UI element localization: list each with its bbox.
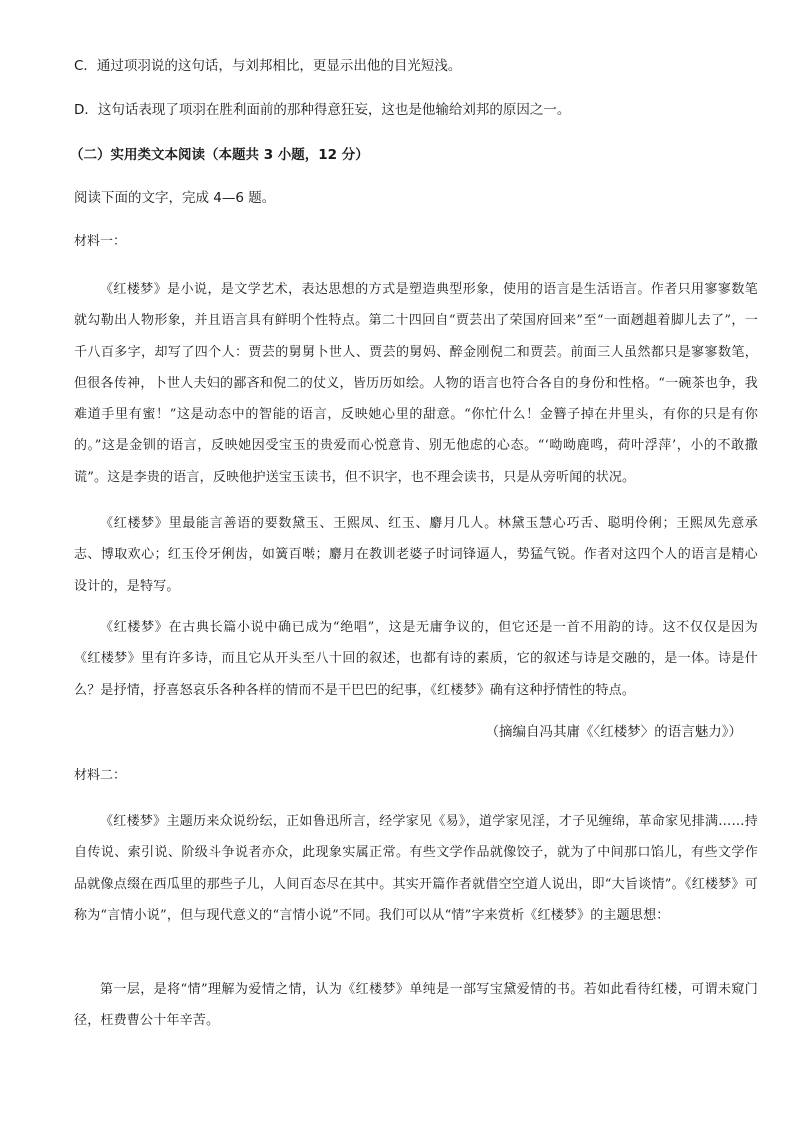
material1-paragraph-3: 《红楼梦》在古典长篇小说中确已成为“绝唱”，这是无庸争议的，但它还是一首不用韵的诗。这不仅仅是因为《红楼梦》里有许多诗，而且它从开头至八十回的叙述，也都有诗的素质，它的叙述与诗是交融的，是一体。诗是什么？是抒情，抒喜怒哀乐各种各样的情而不是干巴巴的纪事，《红楼梦》确有这种抒情性的特点。 (74, 620, 758, 698)
material1-paragraph-1: 《红楼梦》是小说，是文学艺术，表达思想的方式是塑造典型形象，使用的语言是生活语言。作者只用寥寥数笔就勾勒出人物形象，并且语言具有鲜明个性特点。第二十四回自“贾芸出了荣国府回来”至“一面趔趄着脚儿去了”，一千八百多字，却写了四个人：贾芸的舅舅卜世人、贾芸的舅妈、醉金刚倪二和贾芸。前面三人虽然都只是寥寥数笔，但很各传神，卜世人夫妇的鄙吝和倪二的仗义，皆历历如绘。人物的语言也符合各自的身份和性格。“一碗茶也争，我难道手里有蜜！”这是动态中的智能的语言，反映她心里的甜意。“你忙什么！金簪子掉在井里头，有你的只是有你的。”这是金钏的语言，反映她因受宝玉的贵爱而心悦意肯、别无他虑的心态。“‘呦呦鹿鸣，荷叶浮萍’，小的不敢撒谎”。这是李贵的语言，反映他护送宝玉读书，但不识字，也不理会读书，只是从旁听闻的状况。 (74, 282, 758, 485)
material1-label: 材料一： (74, 234, 127, 249)
material2-label: 材料二： (74, 768, 127, 783)
material1-source: （摘编自冯其庸《〈红楼梦〉的语言魅力》） (485, 724, 742, 740)
option-d: D．这句话表现了项羽在胜利面前的那种得意狂妄，这也是他输给刘邦的原因之一。 (74, 102, 571, 118)
material1-paragraph-2: 《红楼梦》里最能言善语的要数黛玉、王熙凤、红玉、麝月几人。林黛玉慧心巧舌、聪明伶俐；王熙凤先意承志、博取欢心；红玉伶牙俐齿，如簧百啭；麝月在教训老婆子时词锋逼人，势猛气锐。作者对这四个人的语言是精心设计的，是特写。 (74, 516, 758, 594)
material2-paragraph-1: 《红楼梦》主题历来众说纷纭，正如鲁迅所言，经学家见《易》，道学家见淫，才子见缠绵，革命家见排满……持自传说、索引说、阶级斗争说者亦众，此现象实属正常。有些文学作品就像饺子，就为了中间那口馅儿，有些文学作品就像点缀在西瓜里的那些子儿，人间百态尽在其中。其实开篇作者就借空空道人说出，即“大旨谈情”。《红楼梦》可称为“言情小说”，但与现代意义的“言情小说”不同。我们可以从“情”字来赏析《红楼梦》的主题思想： (74, 814, 758, 923)
material2-paragraph-2: 第一层，是将“情”理解为爱情之情，认为《红楼梦》单纯是一部写宝黛爱情的书。若如此看待红楼，可谓未窥门径，枉费曹公十年辛苦。 (74, 982, 758, 1029)
section-instruction: 阅读下面的文字，完成 4—6 题。 (74, 190, 276, 206)
option-c: C．通过项羽说的这句话，与刘邦相比，更显示出他的目光短浅。 (74, 58, 462, 74)
section-heading: （二）实用类文本阅读（本题共 3 小题，12 分） (70, 147, 369, 163)
